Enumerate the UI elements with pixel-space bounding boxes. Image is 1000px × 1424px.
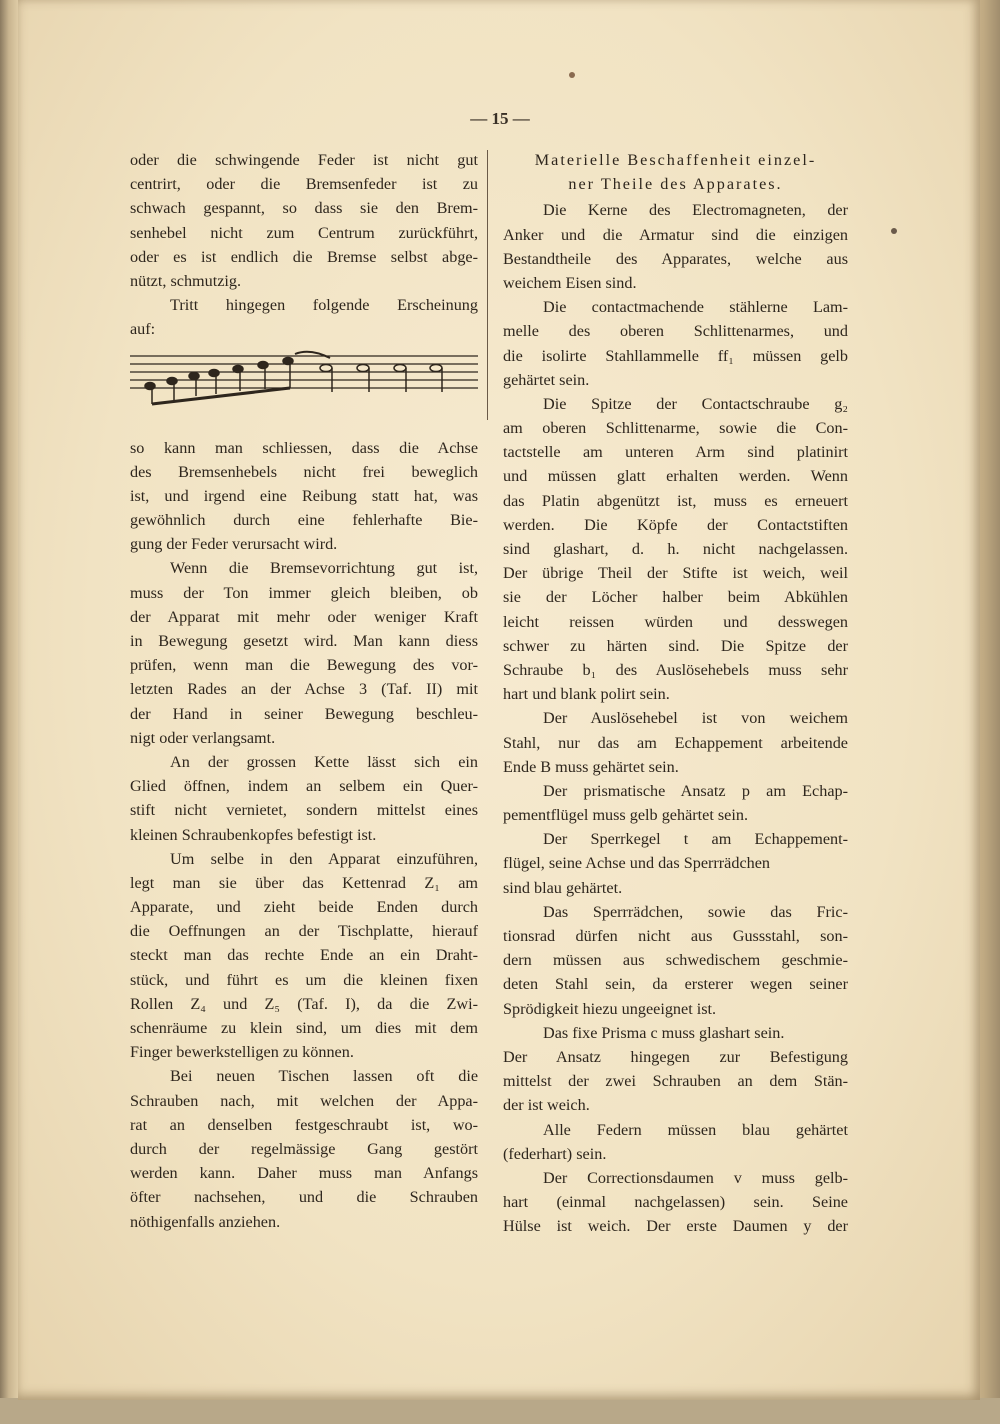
text-line: werden kann. Daher muss man Anfangs bbox=[130, 1164, 478, 1183]
text-line: so kann man schliessen, dass die Achse bbox=[130, 438, 478, 457]
text-line: Schrauben nach, mit welchen der Appa- bbox=[130, 1091, 478, 1110]
text-line: die Oeffnungen an der Tischplatte, hierauf bbox=[130, 922, 478, 941]
text-line: stift nicht vernietet, sondern mittelst eines bbox=[130, 801, 478, 820]
text-line: Sprödigkeit hiezu ungeeignet ist. bbox=[503, 999, 717, 1018]
text-line: Der übrige Theil der Stifte ist weich, weil bbox=[503, 564, 848, 583]
text-line: oder die schwingende Feder ist nicht gut bbox=[130, 151, 478, 169]
text-line: Alle Federn müssen blau gehärtet bbox=[543, 1120, 848, 1139]
text-line: Tritt hingegen folgende Erscheinung bbox=[170, 296, 478, 315]
text-line: deten Stahl sein, da ersterer wegen seiner bbox=[503, 975, 848, 994]
paragraph-group bbox=[503, 198, 848, 1238]
text-line: in Bewegung gesetzt wird. Man kann diess bbox=[130, 632, 478, 650]
text-line: ist, und irgend eine Reibung statt hat, was bbox=[130, 486, 478, 505]
text-line: gewöhnlich durch eine fehlerhafte Bie- bbox=[130, 511, 478, 530]
music-staff-figure bbox=[130, 348, 478, 428]
text-line: die isolirte Stahllammelle ff₁ müssen gelb bbox=[503, 346, 848, 365]
text-line: gung der Feder verursacht wird. bbox=[130, 535, 338, 554]
text-line: oder es ist endlich die Bremse selbst abge- bbox=[130, 247, 478, 266]
text-line: schwach gespannt, so dass sie den Brem- bbox=[130, 199, 478, 218]
text-line: der Hand in seiner Bewegung beschleu- bbox=[130, 704, 478, 723]
text-line: muss der Ton immer gleich bleiben, ob bbox=[130, 583, 478, 602]
stain bbox=[891, 228, 897, 234]
text-line: kleinen Schraubenkopfes befestigt ist. bbox=[130, 825, 377, 844]
text-line: letzten Rades an der Achse 3 (Taf. II) mit bbox=[130, 680, 478, 699]
paragraph-group bbox=[130, 148, 478, 342]
text-line: Rollen Z₄ und Z₅ (Taf. I), da die Zwi- bbox=[130, 994, 478, 1013]
text-line: der Apparat mit mehr oder weniger Kraft bbox=[130, 607, 478, 626]
text-line: Anker und die Armatur sind die einzigen bbox=[503, 225, 848, 244]
text-line: Bestandtheile des Apparates, welche aus bbox=[503, 249, 848, 268]
text-line: Finger bewerkstelligen zu können. bbox=[130, 1043, 354, 1062]
page-bottom-edge bbox=[0, 1398, 1000, 1424]
page-number: — 15 — bbox=[470, 109, 530, 128]
text-line: rat an denselben festgeschraubt ist, wo- bbox=[130, 1115, 478, 1134]
text-line: mittelst der zwei Schrauben an dem Stän- bbox=[503, 1072, 848, 1091]
text-line: flügel, seine Achse und das Sperrrädchen bbox=[503, 854, 771, 873]
text-line: stück, und führt es um die kleinen fixen bbox=[130, 970, 478, 989]
text-line: schwer zu härten sind. Die Spitze der bbox=[503, 636, 848, 655]
text-line: des Bremsenhebels nicht frei beweglich bbox=[130, 462, 478, 481]
text-line: nützt, schmutzig. bbox=[130, 271, 242, 290]
right-column bbox=[503, 148, 848, 1238]
text-line: Das fixe Prisma c muss glashart sein. bbox=[543, 1023, 785, 1042]
text-line: Ende B muss gehärtet sein. bbox=[503, 757, 679, 776]
text-line: Stahl, nur das am Echappement arbeitende bbox=[503, 733, 848, 752]
text-line: nigt oder verlangsamt. bbox=[130, 728, 276, 747]
text-line: schenräume zu klein sind, um dies mit dem bbox=[130, 1019, 478, 1037]
text-line: nöthigenfalls anziehen. bbox=[130, 1212, 281, 1231]
text-line: Die Kerne des Electromagneten, der bbox=[543, 201, 848, 220]
text-line: tionsrad dürfen nicht aus Gussstahl, son- bbox=[503, 927, 848, 945]
text-line: An der grossen Kette lässt sich ein bbox=[170, 752, 478, 771]
text-line: leicht reissen würden und desswegen bbox=[503, 612, 848, 631]
text-line: legt man sie über das Kettenrad Z₁ am bbox=[130, 873, 478, 892]
text-line: werden. Die Köpfe der Contactstiften bbox=[503, 515, 848, 534]
text-line: sind glashart, d. h. nicht nachgelassen. bbox=[503, 540, 848, 558]
text-line: Die contactmachende stählerne Lam- bbox=[543, 298, 848, 317]
text-line: Der Correctionsdaumen v muss gelb- bbox=[543, 1168, 848, 1187]
section-heading: ner Theile des Apparates. bbox=[568, 175, 783, 194]
stain bbox=[569, 72, 575, 78]
paragraph-group bbox=[130, 436, 478, 1234]
text-line: und müssen glatt erhalten werden. Wenn bbox=[503, 467, 848, 486]
text-line: melle des oberen Schlittenarmes, und bbox=[503, 322, 848, 341]
text-line: Schraube b₁ des Auslösehebels muss sehr bbox=[503, 660, 848, 679]
text-line: hart (einmal nachgelassen) sein. Seine bbox=[503, 1193, 848, 1212]
text-line: der ist weich. bbox=[503, 1096, 590, 1115]
text-line: Der prismatische Ansatz p am Echap- bbox=[543, 781, 848, 800]
text-line: Bei neuen Tischen lassen oft die bbox=[170, 1067, 478, 1086]
text-line: durch der regelmässige Gang gestört bbox=[130, 1139, 478, 1158]
text-line: senhebel nicht zum Centrum zurückführt, bbox=[130, 223, 478, 242]
text-line: Der Sperrkegel t am Echappement- bbox=[543, 830, 848, 849]
text-line: Der Auslösehebel ist von weichem bbox=[543, 709, 848, 728]
text-line: Der Ansatz hingegen zur Befestigung bbox=[503, 1047, 848, 1066]
text-line: Wenn die Bremsevorrichtung gut ist, bbox=[170, 559, 478, 578]
text-line: sind blau gehärtet. bbox=[503, 878, 623, 897]
text-line: dern müssen aus schwedischem geschmie- bbox=[503, 951, 848, 970]
text-line: steckt man das rechte Ende an ein Draht- bbox=[130, 946, 478, 965]
text-line: sie der Löcher halber beim Abkühlen bbox=[503, 588, 848, 607]
text-line: weichem Eisen sind. bbox=[503, 273, 637, 292]
text-line: Hülse ist weich. Der erste Daumen y der bbox=[503, 1217, 848, 1236]
text-line: centrirt, oder die Bremsenfeder ist zu bbox=[130, 175, 478, 194]
text-line: hart und blank polirt sein. bbox=[503, 685, 670, 704]
text-line: gehärtet sein. bbox=[503, 370, 590, 389]
text-line: prüfen, wenn man die Bewegung des vor- bbox=[130, 656, 478, 675]
text-line: am oberen Schlittenarme, sowie die Con- bbox=[503, 419, 848, 438]
text-line: Das Sperrrädchen, sowie das Fric- bbox=[543, 902, 848, 921]
text-line: auf: bbox=[130, 320, 156, 339]
text-line: Die Spitze der Contactschraube g₂ bbox=[543, 394, 848, 413]
section-heading: Materielle Beschaffenheit einzel- bbox=[534, 151, 817, 169]
text-line: pementflügel muss gelb gehärtet sein. bbox=[503, 806, 748, 825]
text-line: (federhart) sein. bbox=[503, 1144, 607, 1163]
text-line: Apparate, und zieht beide Enden durch bbox=[130, 898, 478, 917]
text-line: öfter nachsehen, und die Schrauben bbox=[130, 1188, 478, 1207]
text-line: das Platin abgenützt ist, muss es erneuert bbox=[503, 491, 848, 510]
text-line: Um selbe in den Apparat einzuführen, bbox=[170, 849, 478, 868]
text-line: tactstelle am unteren Arm sind platinirt bbox=[503, 443, 848, 462]
text-line: Glied öffnen, indem an selbem ein Quer- bbox=[130, 777, 478, 796]
left-column bbox=[130, 148, 478, 1234]
column-rule bbox=[487, 150, 488, 420]
